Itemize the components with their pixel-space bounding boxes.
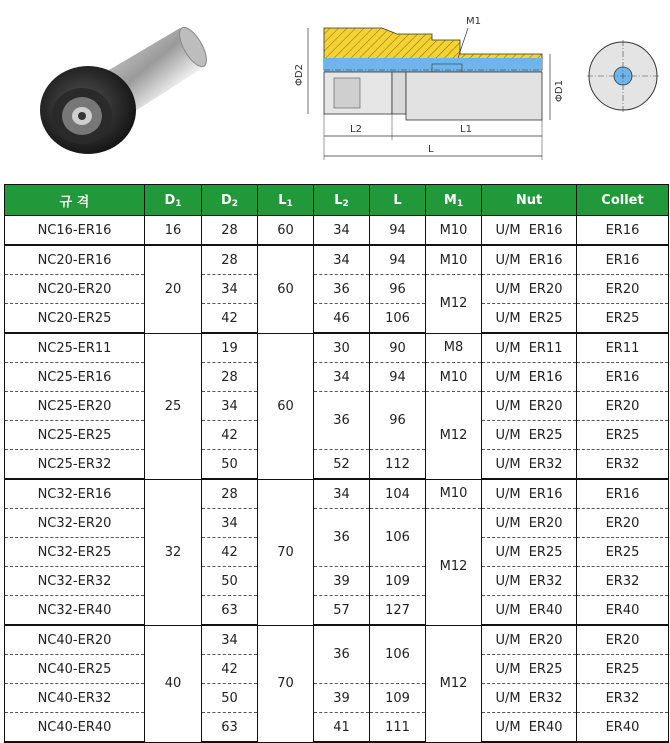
nut-cell: U/M ER16 (482, 216, 577, 246)
column-header (145, 185, 202, 216)
spec-cell: NC32-ER16 (5, 479, 145, 509)
spec-cell: NC16-ER16 (5, 216, 145, 246)
l2-cell: 30 (314, 333, 370, 363)
l2-cell: 52 (314, 450, 370, 480)
l-cell: 106 (370, 625, 426, 684)
l-cell: 109 (370, 684, 426, 713)
column-header-label: D (220, 192, 232, 208)
spec-cell: NC32-ER25 (5, 538, 145, 567)
column-header (5, 185, 145, 216)
collet-cell: ER20 (577, 392, 669, 421)
l2-cell: 41 (314, 713, 370, 743)
m1-cell: M10 (426, 479, 482, 509)
l-cell: 94 (370, 216, 426, 246)
nut-cell: U/M ER25 (482, 538, 577, 567)
spec-cell: NC40-ER32 (5, 684, 145, 713)
d1-cell: 32 (145, 479, 202, 625)
table-row (5, 450, 669, 480)
d2-cell: 42 (202, 421, 258, 450)
spec-cell: NC32-ER20 (5, 509, 145, 538)
l-cell: 106 (370, 304, 426, 334)
table-row (5, 333, 669, 363)
l-cell: 94 (370, 363, 426, 392)
l2-cell: 39 (314, 684, 370, 713)
l2-cell: 36 (314, 625, 370, 684)
spec-cell: NC32-ER32 (5, 567, 145, 596)
nut-cell: U/M ER25 (482, 655, 577, 684)
collet-cell: ER20 (577, 275, 669, 304)
nut-cell: U/M ER16 (482, 245, 577, 275)
nut-cell: U/M ER20 (482, 275, 577, 304)
l1-cell: 60 (258, 333, 314, 479)
d2-cell: 42 (202, 655, 258, 684)
d2-cell: 28 (202, 363, 258, 392)
l-cell: 111 (370, 713, 426, 743)
collet-cell: ER25 (577, 421, 669, 450)
collet-cell: ER20 (577, 625, 669, 655)
d1-cell: 16 (145, 216, 202, 246)
column-header-subscript: 1 (286, 198, 293, 209)
l-cell: 112 (370, 450, 426, 480)
d2-cell: 42 (202, 538, 258, 567)
nut-cell: U/M ER20 (482, 392, 577, 421)
d2-cell: 34 (202, 275, 258, 304)
table-row (5, 304, 669, 334)
m1-cell: M10 (426, 216, 482, 246)
l-cell: 96 (370, 392, 426, 450)
l1-cell: 70 (258, 625, 314, 742)
l2-label: L2 (350, 124, 362, 135)
m1-cell: M12 (426, 392, 482, 480)
m1-label: M1 (466, 16, 481, 27)
d2-cell: 19 (202, 333, 258, 363)
l-cell: 109 (370, 567, 426, 596)
d2-cell: 34 (202, 509, 258, 538)
nut-cell: U/M ER11 (482, 333, 577, 363)
collet-cell: ER20 (577, 509, 669, 538)
l1-cell: 70 (258, 479, 314, 625)
column-header-label: D (164, 192, 176, 208)
column-header-subscript: 1 (456, 198, 464, 209)
d2-cell: 63 (202, 713, 258, 743)
column-header-label: 규 격 (59, 194, 90, 210)
l2-cell: 46 (314, 304, 370, 334)
spec-cell: NC40-ER25 (5, 655, 145, 684)
nut-cell: U/M ER40 (482, 713, 577, 743)
d1-cell: 40 (145, 625, 202, 742)
table-row (5, 216, 669, 246)
l-cell: 106 (370, 509, 426, 567)
collet-cell: ER11 (577, 333, 669, 363)
l2-cell: 36 (314, 509, 370, 567)
nut-cell: U/M ER20 (482, 509, 577, 538)
column-header-subscript: 2 (231, 198, 239, 209)
l2-cell: 34 (314, 245, 370, 275)
table-row (5, 245, 669, 275)
column-header (314, 185, 370, 216)
collet-cell: ER16 (577, 245, 669, 275)
l2-cell: 34 (314, 479, 370, 509)
m1-cell: M12 (426, 509, 482, 626)
collet-cell: ER16 (577, 363, 669, 392)
table-row (5, 684, 669, 713)
table-row (5, 363, 669, 392)
l2-cell: 36 (314, 392, 370, 450)
m1-cell: M10 (426, 363, 482, 392)
column-header (426, 185, 482, 216)
table-row (5, 625, 669, 655)
table-row (5, 392, 669, 421)
m1-cell: M12 (426, 275, 482, 334)
technical-drawing (282, 8, 565, 168)
nut-cell: U/M ER40 (482, 596, 577, 626)
l-label: L (428, 144, 434, 155)
collet-cell: ER25 (577, 304, 669, 334)
l-cell: 96 (370, 275, 426, 304)
d2-cell: 50 (202, 450, 258, 480)
table-row (5, 596, 669, 626)
column-header-subscript: 1 (175, 198, 182, 209)
column-header-subscript: 2 (342, 198, 349, 209)
l1-cell: 60 (258, 245, 314, 333)
d2-cell: 28 (202, 479, 258, 509)
l2-cell: 34 (314, 216, 370, 246)
nut-cell: U/M ER32 (482, 684, 577, 713)
l-cell: 127 (370, 596, 426, 626)
collet-cell: ER32 (577, 567, 669, 596)
nut-cell: U/M ER16 (482, 363, 577, 392)
spec-cell: NC40-ER40 (5, 713, 145, 743)
spec-table (4, 184, 669, 743)
l-cell: 94 (370, 245, 426, 275)
d1-label: ΦD1 (554, 80, 565, 102)
collet-cell: ER40 (577, 596, 669, 626)
d2-cell: 28 (202, 245, 258, 275)
m1-cell: M12 (426, 625, 482, 742)
spec-cell: NC20-ER20 (5, 275, 145, 304)
column-header (258, 185, 314, 216)
column-header-label: L (393, 192, 402, 208)
l-cell: 104 (370, 479, 426, 509)
nut-cell: U/M ER25 (482, 421, 577, 450)
table-row (5, 509, 669, 538)
product-illustration-area (0, 0, 670, 180)
d2-label: ΦD2 (294, 64, 305, 86)
m1-cell: M8 (426, 333, 482, 363)
spec-cell: NC20-ER25 (5, 304, 145, 334)
d2-cell: 50 (202, 567, 258, 596)
l2-cell: 34 (314, 363, 370, 392)
spec-cell: NC25-ER25 (5, 421, 145, 450)
l1-cell: 60 (258, 216, 314, 246)
nut-cell: U/M ER20 (482, 625, 577, 655)
spec-cell: NC25-ER16 (5, 363, 145, 392)
collet-cell: ER32 (577, 450, 669, 480)
d2-cell: 63 (202, 596, 258, 626)
column-header-label: L (334, 192, 343, 208)
nut-cell: U/M ER16 (482, 479, 577, 509)
d2-cell: 42 (202, 304, 258, 334)
end-view-drawing (585, 38, 661, 114)
column-header-label: Nut (515, 192, 543, 208)
l2-cell: 57 (314, 596, 370, 626)
nut-cell: U/M ER25 (482, 304, 577, 334)
d2-cell: 28 (202, 216, 258, 246)
nut-cell: U/M ER32 (482, 567, 577, 596)
spec-cell: NC40-ER20 (5, 625, 145, 655)
column-header (577, 185, 669, 216)
collet-cell: ER16 (577, 216, 669, 246)
l2-cell: 39 (314, 567, 370, 596)
table-row (5, 479, 669, 509)
collet-cell: ER40 (577, 713, 669, 743)
l1-label: L1 (460, 124, 472, 135)
table-header-row (5, 185, 669, 216)
column-header-label: Collet (601, 192, 644, 208)
collet-chuck-photo (30, 22, 220, 162)
d2-cell: 34 (202, 392, 258, 421)
table-row (5, 713, 669, 743)
spec-cell: NC25-ER11 (5, 333, 145, 363)
m1-cell: M10 (426, 245, 482, 275)
column-header (370, 185, 426, 216)
l-cell: 90 (370, 333, 426, 363)
collet-cell: ER25 (577, 538, 669, 567)
l2-cell: 36 (314, 275, 370, 304)
d2-cell: 34 (202, 625, 258, 655)
nut-cell: U/M ER32 (482, 450, 577, 480)
table-row (5, 567, 669, 596)
spec-cell: NC25-ER20 (5, 392, 145, 421)
collet-cell: ER25 (577, 655, 669, 684)
column-header (202, 185, 258, 216)
collet-cell: ER16 (577, 479, 669, 509)
column-header-label: M (443, 192, 457, 208)
spec-cell: NC32-ER40 (5, 596, 145, 626)
d1-cell: 20 (145, 245, 202, 333)
column-header-label: L (278, 192, 287, 208)
spec-cell: NC20-ER16 (5, 245, 145, 275)
column-header (482, 185, 577, 216)
table-row (5, 275, 669, 304)
spec-cell: NC25-ER32 (5, 450, 145, 480)
d2-cell: 50 (202, 684, 258, 713)
d1-cell: 25 (145, 333, 202, 479)
collet-cell: ER32 (577, 684, 669, 713)
